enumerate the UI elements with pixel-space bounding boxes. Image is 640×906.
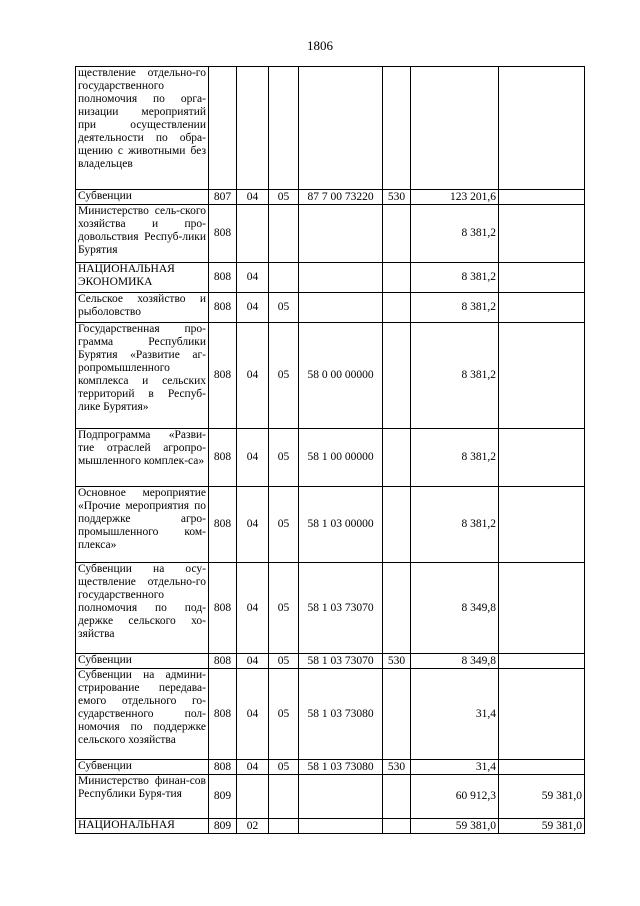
section-code: 04 <box>237 487 269 563</box>
subsection-code: 05 <box>269 760 299 775</box>
row-name: НАЦИОНАЛЬНАЯ <box>76 819 209 834</box>
expense-type-code <box>383 293 411 323</box>
admin-code: 808 <box>209 293 237 323</box>
target-article-code: 58 1 03 73080 <box>299 760 383 775</box>
expense-type-code: 530 <box>383 760 411 775</box>
amount-2 <box>499 263 585 293</box>
subsection-code <box>269 775 299 819</box>
expense-type-code <box>383 819 411 834</box>
subsection-code: 05 <box>269 654 299 669</box>
admin-code: 808 <box>209 263 237 293</box>
table-row <box>76 819 585 834</box>
expense-type-code <box>383 67 411 190</box>
section-code: 04 <box>237 760 269 775</box>
row-name: Субвенции на админи-стрирование передава-емого отдельного го-сударственного пол-номочия по поддержке сельского хозяйства <box>76 669 209 760</box>
amount-2 <box>499 563 585 654</box>
expense-type-code: 530 <box>383 654 411 669</box>
target-article-code: 87 7 00 73220 <box>299 190 383 205</box>
table-row <box>76 775 585 819</box>
target-article-code: 58 1 03 73070 <box>299 563 383 654</box>
budget-table <box>75 66 585 834</box>
amount-1: 59 381,0 <box>411 819 499 834</box>
section-code <box>237 67 269 190</box>
amount-1: 123 201,6 <box>411 190 499 205</box>
subsection-code <box>269 819 299 834</box>
section-code: 04 <box>237 323 269 429</box>
target-article-code <box>299 205 383 263</box>
admin-code: 809 <box>209 819 237 834</box>
amount-1: 31,4 <box>411 760 499 775</box>
expense-type-code <box>383 487 411 563</box>
amount-2 <box>499 487 585 563</box>
expense-type-code <box>383 263 411 293</box>
subsection-code: 05 <box>269 323 299 429</box>
expense-type-code: 530 <box>383 190 411 205</box>
admin-code <box>209 67 237 190</box>
row-name: Субвенции <box>76 760 209 775</box>
amount-1: 8 381,2 <box>411 323 499 429</box>
admin-code: 808 <box>209 760 237 775</box>
table-row <box>76 67 585 190</box>
amount-2 <box>499 205 585 263</box>
admin-code: 808 <box>209 205 237 263</box>
section-code: 04 <box>237 654 269 669</box>
subsection-code: 05 <box>269 429 299 487</box>
subsection-code: 05 <box>269 293 299 323</box>
amount-2 <box>499 654 585 669</box>
target-article-code <box>299 775 383 819</box>
row-name: Государственная про-грамма Республики Бурятия «Развитие аг-ропромышленного комплекса и сельских территорий в Респуб-лике Бурятия» <box>76 323 209 429</box>
table-row <box>76 205 585 263</box>
target-article-code: 58 1 03 73070 <box>299 654 383 669</box>
amount-2 <box>499 67 585 190</box>
admin-code: 808 <box>209 429 237 487</box>
subsection-code <box>269 67 299 190</box>
section-code <box>237 775 269 819</box>
subsection-code: 05 <box>269 190 299 205</box>
target-article-code <box>299 67 383 190</box>
page-number: 1806 <box>307 38 333 53</box>
table-row <box>76 487 585 563</box>
admin-code: 808 <box>209 487 237 563</box>
table-row <box>76 429 585 487</box>
table-row <box>76 563 585 654</box>
section-code <box>237 205 269 263</box>
amount-2 <box>499 669 585 760</box>
expense-type-code <box>383 205 411 263</box>
subsection-code: 05 <box>269 669 299 760</box>
admin-code: 808 <box>209 323 237 429</box>
expense-type-code <box>383 429 411 487</box>
amount-1: 8 381,2 <box>411 487 499 563</box>
expense-type-code <box>383 669 411 760</box>
expense-type-code <box>383 323 411 429</box>
table-row <box>76 190 585 205</box>
target-article-code <box>299 819 383 834</box>
amount-2 <box>499 190 585 205</box>
row-name: ществление отдельно-го государственного полномочия по орга-низации мероприятий при осуществлении деятельности по обра-щению с животными без владельцев <box>76 67 209 190</box>
amount-1: 8 381,2 <box>411 263 499 293</box>
table-row <box>76 654 585 669</box>
subsection-code <box>269 205 299 263</box>
target-article-code: 58 1 03 00000 <box>299 487 383 563</box>
admin-code: 808 <box>209 654 237 669</box>
row-name: НАЦИОНАЛЬНАЯ ЭКОНОМИКА <box>76 263 209 293</box>
amount-1: 8 381,2 <box>411 205 499 263</box>
table-row <box>76 263 585 293</box>
amount-1: 8 381,2 <box>411 293 499 323</box>
row-name: Сельское хозяйство и рыболовство <box>76 293 209 323</box>
table-row <box>76 293 585 323</box>
subsection-code: 05 <box>269 487 299 563</box>
row-name: Министерство сель-ского хозяйства и про-довольствия Респуб-лики Бурятия <box>76 205 209 263</box>
target-article-code: 58 1 03 73080 <box>299 669 383 760</box>
table-row <box>76 760 585 775</box>
expense-type-code <box>383 775 411 819</box>
expense-type-code <box>383 563 411 654</box>
amount-2 <box>499 323 585 429</box>
amount-1: 8 381,2 <box>411 429 499 487</box>
row-name: Основное мероприятие «Прочие мероприятия по поддержке агро-промышленного ком-плекса» <box>76 487 209 563</box>
target-article-code: 58 0 00 00000 <box>299 323 383 429</box>
amount-1: 60 912,3 <box>411 775 499 819</box>
section-code: 02 <box>237 819 269 834</box>
section-code: 04 <box>237 263 269 293</box>
section-code: 04 <box>237 563 269 654</box>
amount-2: 59 381,0 <box>499 775 585 819</box>
amount-2: 59 381,0 <box>499 819 585 834</box>
row-name: Субвенции на осу-ществление отдельно-го государственного полномочия по под-держке сельского хо-зяйства <box>76 563 209 654</box>
target-article-code: 58 1 00 00000 <box>299 429 383 487</box>
section-code: 04 <box>237 429 269 487</box>
admin-code: 808 <box>209 669 237 760</box>
section-code: 04 <box>237 669 269 760</box>
amount-2 <box>499 760 585 775</box>
admin-code: 807 <box>209 190 237 205</box>
amount-2 <box>499 429 585 487</box>
admin-code: 809 <box>209 775 237 819</box>
table-row <box>76 323 585 429</box>
amount-1: 31,4 <box>411 669 499 760</box>
row-name: Министерство финан-сов Республики Буря-тия <box>76 775 209 819</box>
target-article-code <box>299 263 383 293</box>
amount-1 <box>411 67 499 190</box>
row-name: Субвенции <box>76 654 209 669</box>
target-article-code <box>299 293 383 323</box>
amount-1: 8 349,8 <box>411 654 499 669</box>
section-code: 04 <box>237 190 269 205</box>
section-code: 04 <box>237 293 269 323</box>
row-name: Субвенции <box>76 190 209 205</box>
admin-code: 808 <box>209 563 237 654</box>
amount-2 <box>499 293 585 323</box>
subsection-code: 05 <box>269 563 299 654</box>
subsection-code <box>269 263 299 293</box>
table-row <box>76 669 585 760</box>
amount-1: 8 349,8 <box>411 563 499 654</box>
row-name: Подпрограмма «Разви-тие отраслей агропро-мышленного комплек-са» <box>76 429 209 487</box>
